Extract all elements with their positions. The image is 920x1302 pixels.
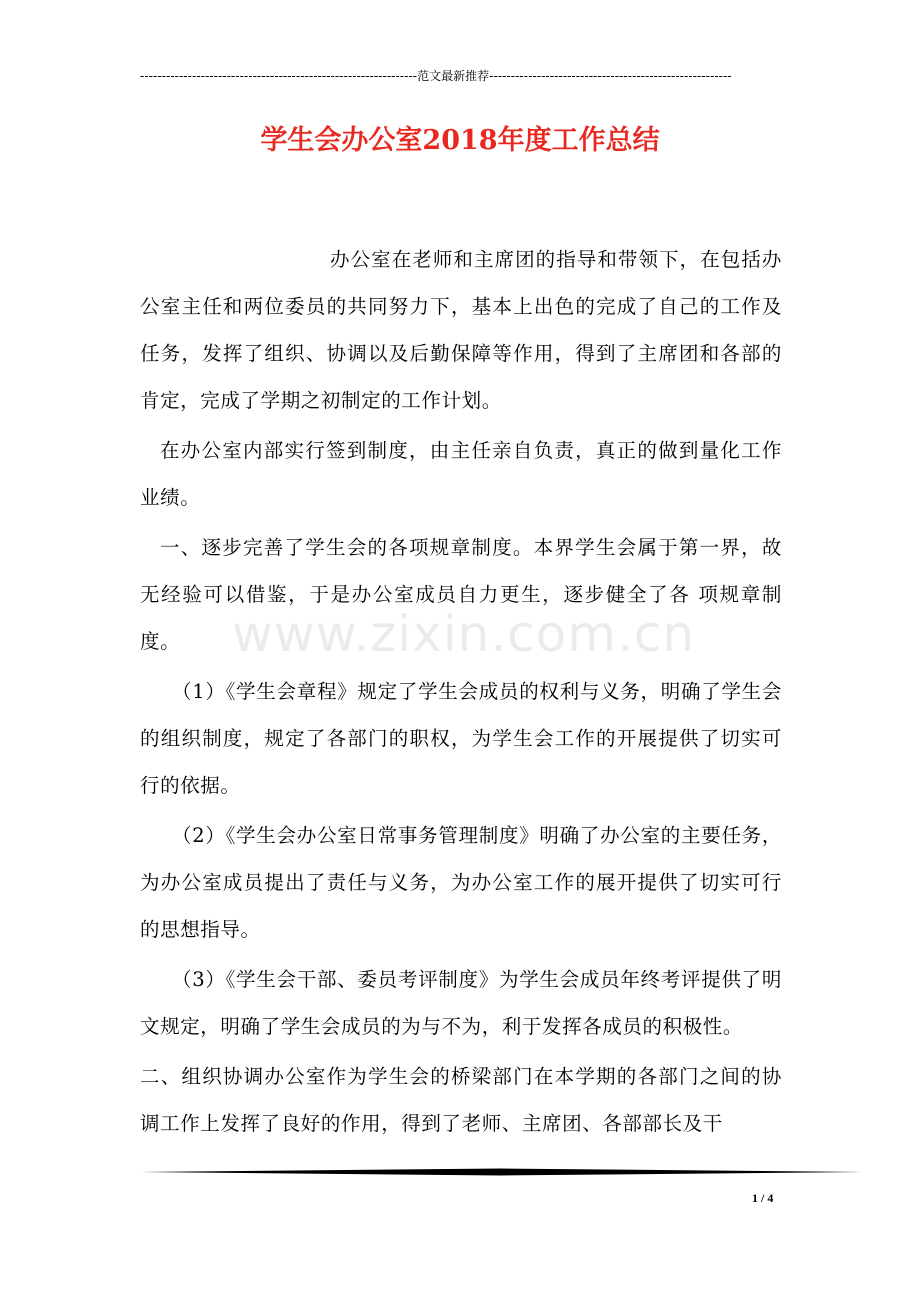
paragraph-item-3: （3）《学生会干部、委员考评制度》为学生会成员年终考评提供了明文规定，明确了学生会成员的为与不为，利于发挥各成员的积极性。: [140, 968, 782, 1038]
document-body: [140, 236, 782, 1150]
paragraph-item-1: （1）《学生会章程》规定了学生会成员的权利与义务，明确了学生会的组织制度，规定了各部门的职权，为学生会工作的开展提供了切实可行的依据。: [140, 680, 782, 797]
page-header: ----------------------------------------------------------------范文最新推荐--------------------------------------------------------: [140, 69, 732, 83]
watermark-text: www.zixin.com.cn: [232, 605, 696, 663]
footer-divider: [140, 1168, 863, 1176]
paragraph-intro: 办公室在老师和主席团的指导和带领下，在包括办公室主任和两位委员的共同努力下，基本上出色的完成了自己的工作及任务，发挥了组织、协调以及后勤保障等作用，得到了主席团和各部的肯定，完成了学期之初制定的工作计划。: [140, 248, 782, 412]
paragraph-section-two: 二、组织协调办公室作为学生会的桥梁部门在本学期的各部门之间的协调工作上发挥了良好的作用，得到了老师、主席团、各部部长及干: [140, 1065, 782, 1135]
paragraph-item-2: （2）《学生会办公室日常事务管理制度》明确了办公室的主要任务，为办公室成员提出了责任与义务，为办公室工作的展开提供了切实可行的思想指导。: [140, 824, 782, 941]
paragraph-sign-in: 在办公室内部实行签到制度，由主任亲自负责，真正的做到量化工作业绩。: [140, 439, 782, 509]
paragraph-section-one: 一、逐步完善了学生会的各项规章制度。本界学生会属于第一界，故无经验可以借鉴，于是办公室成员自力更生，逐步健全了各 项规章制度。: [140, 536, 782, 653]
document-title: 学生会办公室2018年度工作总结: [260, 125, 660, 156]
page-number: 1 / 4: [752, 1191, 774, 1205]
